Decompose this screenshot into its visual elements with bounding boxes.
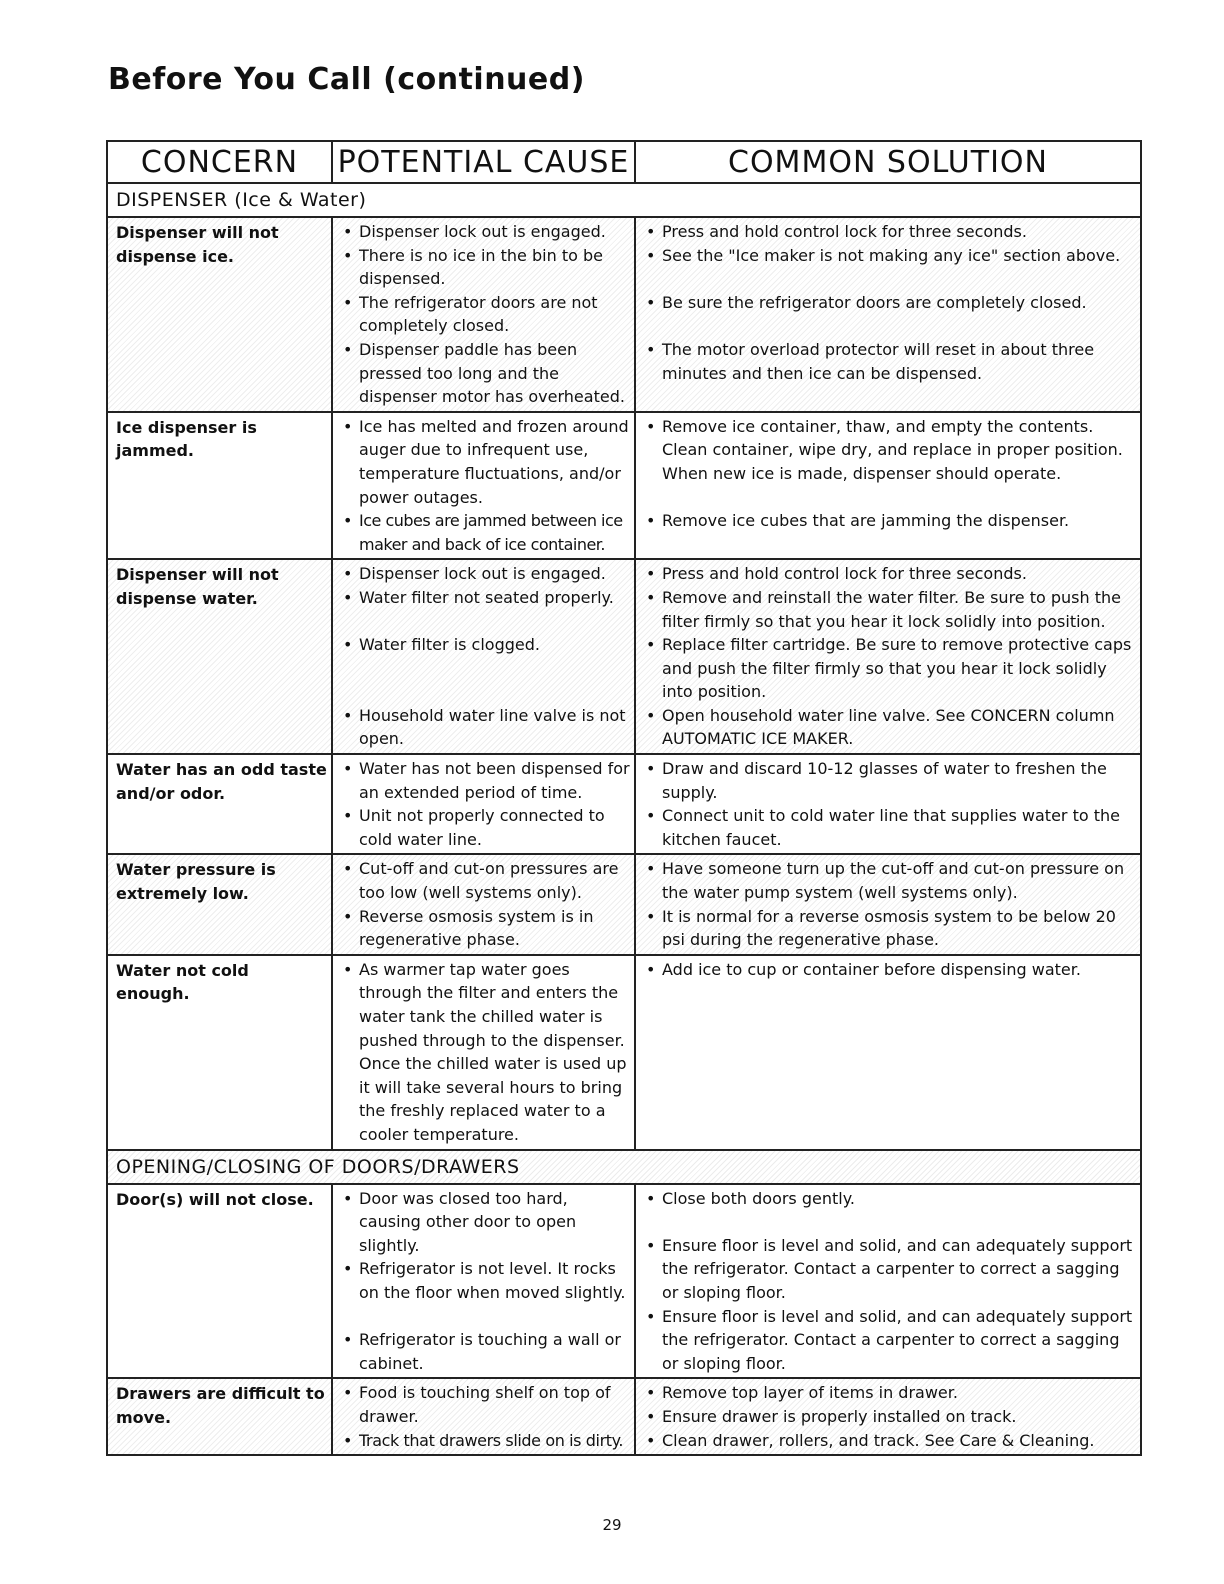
- concern-cell: Water pressure is extremely low.: [107, 854, 332, 954]
- table-row: [107, 559, 1141, 754]
- solution-cell: [635, 754, 1141, 854]
- cause-item: • As warmer tap water goes through the filter and enters the water tank the chilled water is pushed through to the dispenser. Once the chilled water is used up it will take several hours to bring the freshly replaced water to a cooler temperature.: [337, 958, 630, 1147]
- cause-cell: [332, 1378, 635, 1455]
- page-number: 29: [602, 1516, 622, 1534]
- table-row: [107, 854, 1141, 954]
- solution-item: • Add ice to cup or container before dispensing water.: [640, 958, 1136, 982]
- solution-item: • Remove ice container, thaw, and empty the contents. Clean container, wipe dry, and replace in proper position. When new ice is made, dispenser should operate.: [640, 415, 1136, 486]
- solution-cell: [635, 955, 1141, 1150]
- solution-item: • It is normal for a reverse osmosis system to be below 20 psi during the regenerative phase.: [640, 905, 1136, 952]
- cause-cell: [332, 854, 635, 954]
- table-row: [107, 754, 1141, 854]
- cause-item: • Unit not properly connected to cold water line.: [337, 804, 630, 851]
- solution-item: • Have someone turn up the cut-off and cut-on pressure on the water pump system (well systems only).: [640, 857, 1136, 904]
- solution-item: • Close both doors gently.: [640, 1187, 1136, 1211]
- cause-cell: [332, 412, 635, 560]
- solution-cell: [635, 1184, 1141, 1379]
- cause-item: • Refrigerator is not level. It rocks on the floor when moved slightly.: [337, 1257, 630, 1304]
- concern-cell: Dispenser will not dispense water.: [107, 559, 332, 754]
- solution-item: • Ensure floor is level and solid, and can adequately support the refrigerator. Contact a carpenter to correct a sagging or sloping floor.: [640, 1305, 1136, 1376]
- solution-item: • Open household water line valve. See CONCERN column AUTOMATIC ICE MAKER.: [640, 704, 1136, 751]
- cause-item: • Door was closed too hard, causing other door to open slightly.: [337, 1187, 630, 1258]
- table-row: [107, 955, 1141, 1150]
- table-row: [107, 1378, 1141, 1455]
- solution-item: • Draw and discard 10-12 glasses of water to freshen the supply.: [640, 757, 1136, 804]
- cause-item: • Dispenser paddle has been pressed too long and the dispenser motor has overheated.: [337, 338, 630, 409]
- troubleshooting-table: [106, 140, 1142, 1456]
- solution-cell: [635, 412, 1141, 560]
- cause-item: • Dispenser lock out is engaged.: [337, 562, 630, 586]
- table-header: [107, 141, 1141, 183]
- cause-item: • Household water line valve is not open.: [337, 704, 630, 751]
- solution-item: • See the "Ice maker is not making any ice" section above.: [640, 244, 1136, 268]
- solution-item: • Press and hold control lock for three seconds.: [640, 562, 1136, 586]
- section-title: OPENING/CLOSING OF DOORS/DRAWERS: [107, 1150, 1141, 1184]
- solution-item: • Remove and reinstall the water filter. Be sure to push the filter firmly so that you hear it lock solidly into position.: [640, 586, 1136, 633]
- solution-item: • Ensure floor is level and solid, and can adequately support the refrigerator. Contact a carpenter to correct a sagging or sloping floor.: [640, 1234, 1136, 1305]
- solution-item: • Press and hold control lock for three seconds.: [640, 220, 1136, 244]
- solution-item: • Replace filter cartridge. Be sure to remove protective caps and push the filter firmly so that you hear it lock solidly into position.: [640, 633, 1136, 704]
- cause-item: • Track that drawers slide on is dirty.: [337, 1429, 630, 1453]
- cause-item: • Water filter not seated properly.: [337, 586, 630, 610]
- section-dispenser: [107, 183, 1141, 217]
- section-title: DISPENSER (Ice & Water): [107, 183, 1141, 217]
- cause-cell: [332, 217, 635, 412]
- solution-cell: [635, 559, 1141, 754]
- table-row: [107, 412, 1141, 560]
- solution-item: • The motor overload protector will reset in about three minutes and then ice can be dispensed.: [640, 338, 1136, 385]
- cause-cell: [332, 955, 635, 1150]
- cause-item: • Dispenser lock out is engaged.: [337, 220, 630, 244]
- solution-item: • Remove ice cubes that are jamming the dispenser.: [640, 509, 1136, 533]
- concern-cell: Ice dispenser is jammed.: [107, 412, 332, 560]
- concern-cell: Drawers are difficult to move.: [107, 1378, 332, 1455]
- concern-cell: Water not cold enough.: [107, 955, 332, 1150]
- cause-item: • Food is touching shelf on top of drawer.: [337, 1381, 630, 1428]
- cause-cell: [332, 559, 635, 754]
- concern-cell: Dispenser will not dispense ice.: [107, 217, 332, 412]
- cause-item: • Water filter is clogged.: [337, 633, 630, 657]
- solution-cell: [635, 854, 1141, 954]
- table-row: [107, 217, 1141, 412]
- solution-item: • Clean drawer, rollers, and track. See Care & Cleaning.: [640, 1429, 1136, 1453]
- page-title: Before You Call (continued): [108, 62, 585, 97]
- cause-item: • Cut-off and cut-on pressures are too low (well systems only).: [337, 857, 630, 904]
- cause-item: • Reverse osmosis system is in regenerative phase.: [337, 905, 630, 952]
- solution-cell: [635, 1378, 1141, 1455]
- cause-item: • Water has not been dispensed for an extended period of time.: [337, 757, 630, 804]
- cause-item: • Refrigerator is touching a wall or cabinet.: [337, 1328, 630, 1375]
- header-potential-cause: POTENTIAL CAUSE: [332, 141, 635, 183]
- cause-cell: [332, 1184, 635, 1379]
- cause-item: • Ice cubes are jammed between ice maker and back of ice container.: [337, 509, 630, 556]
- solution-item: • Remove top layer of items in drawer.: [640, 1381, 1136, 1405]
- cause-cell: [332, 754, 635, 854]
- solution-item: • Be sure the refrigerator doors are completely closed.: [640, 291, 1136, 315]
- solution-item: • Ensure drawer is properly installed on track.: [640, 1405, 1136, 1429]
- cause-item: • The refrigerator doors are not completely closed.: [337, 291, 630, 338]
- solution-cell: [635, 217, 1141, 412]
- section-doors-drawers: [107, 1150, 1141, 1184]
- concern-cell: Water has an odd taste and/or odor.: [107, 754, 332, 854]
- header-common-solution: COMMON SOLUTION: [635, 141, 1141, 183]
- header-concern: CONCERN: [107, 141, 332, 183]
- table-row: [107, 1184, 1141, 1379]
- solution-item: • Connect unit to cold water line that supplies water to the kitchen faucet.: [640, 804, 1136, 851]
- cause-item: • Ice has melted and frozen around auger due to infrequent use, temperature fluctuations, and/or power outages.: [337, 415, 630, 509]
- concern-cell: Door(s) will not close.: [107, 1184, 332, 1379]
- cause-item: • There is no ice in the bin to be dispensed.: [337, 244, 630, 291]
